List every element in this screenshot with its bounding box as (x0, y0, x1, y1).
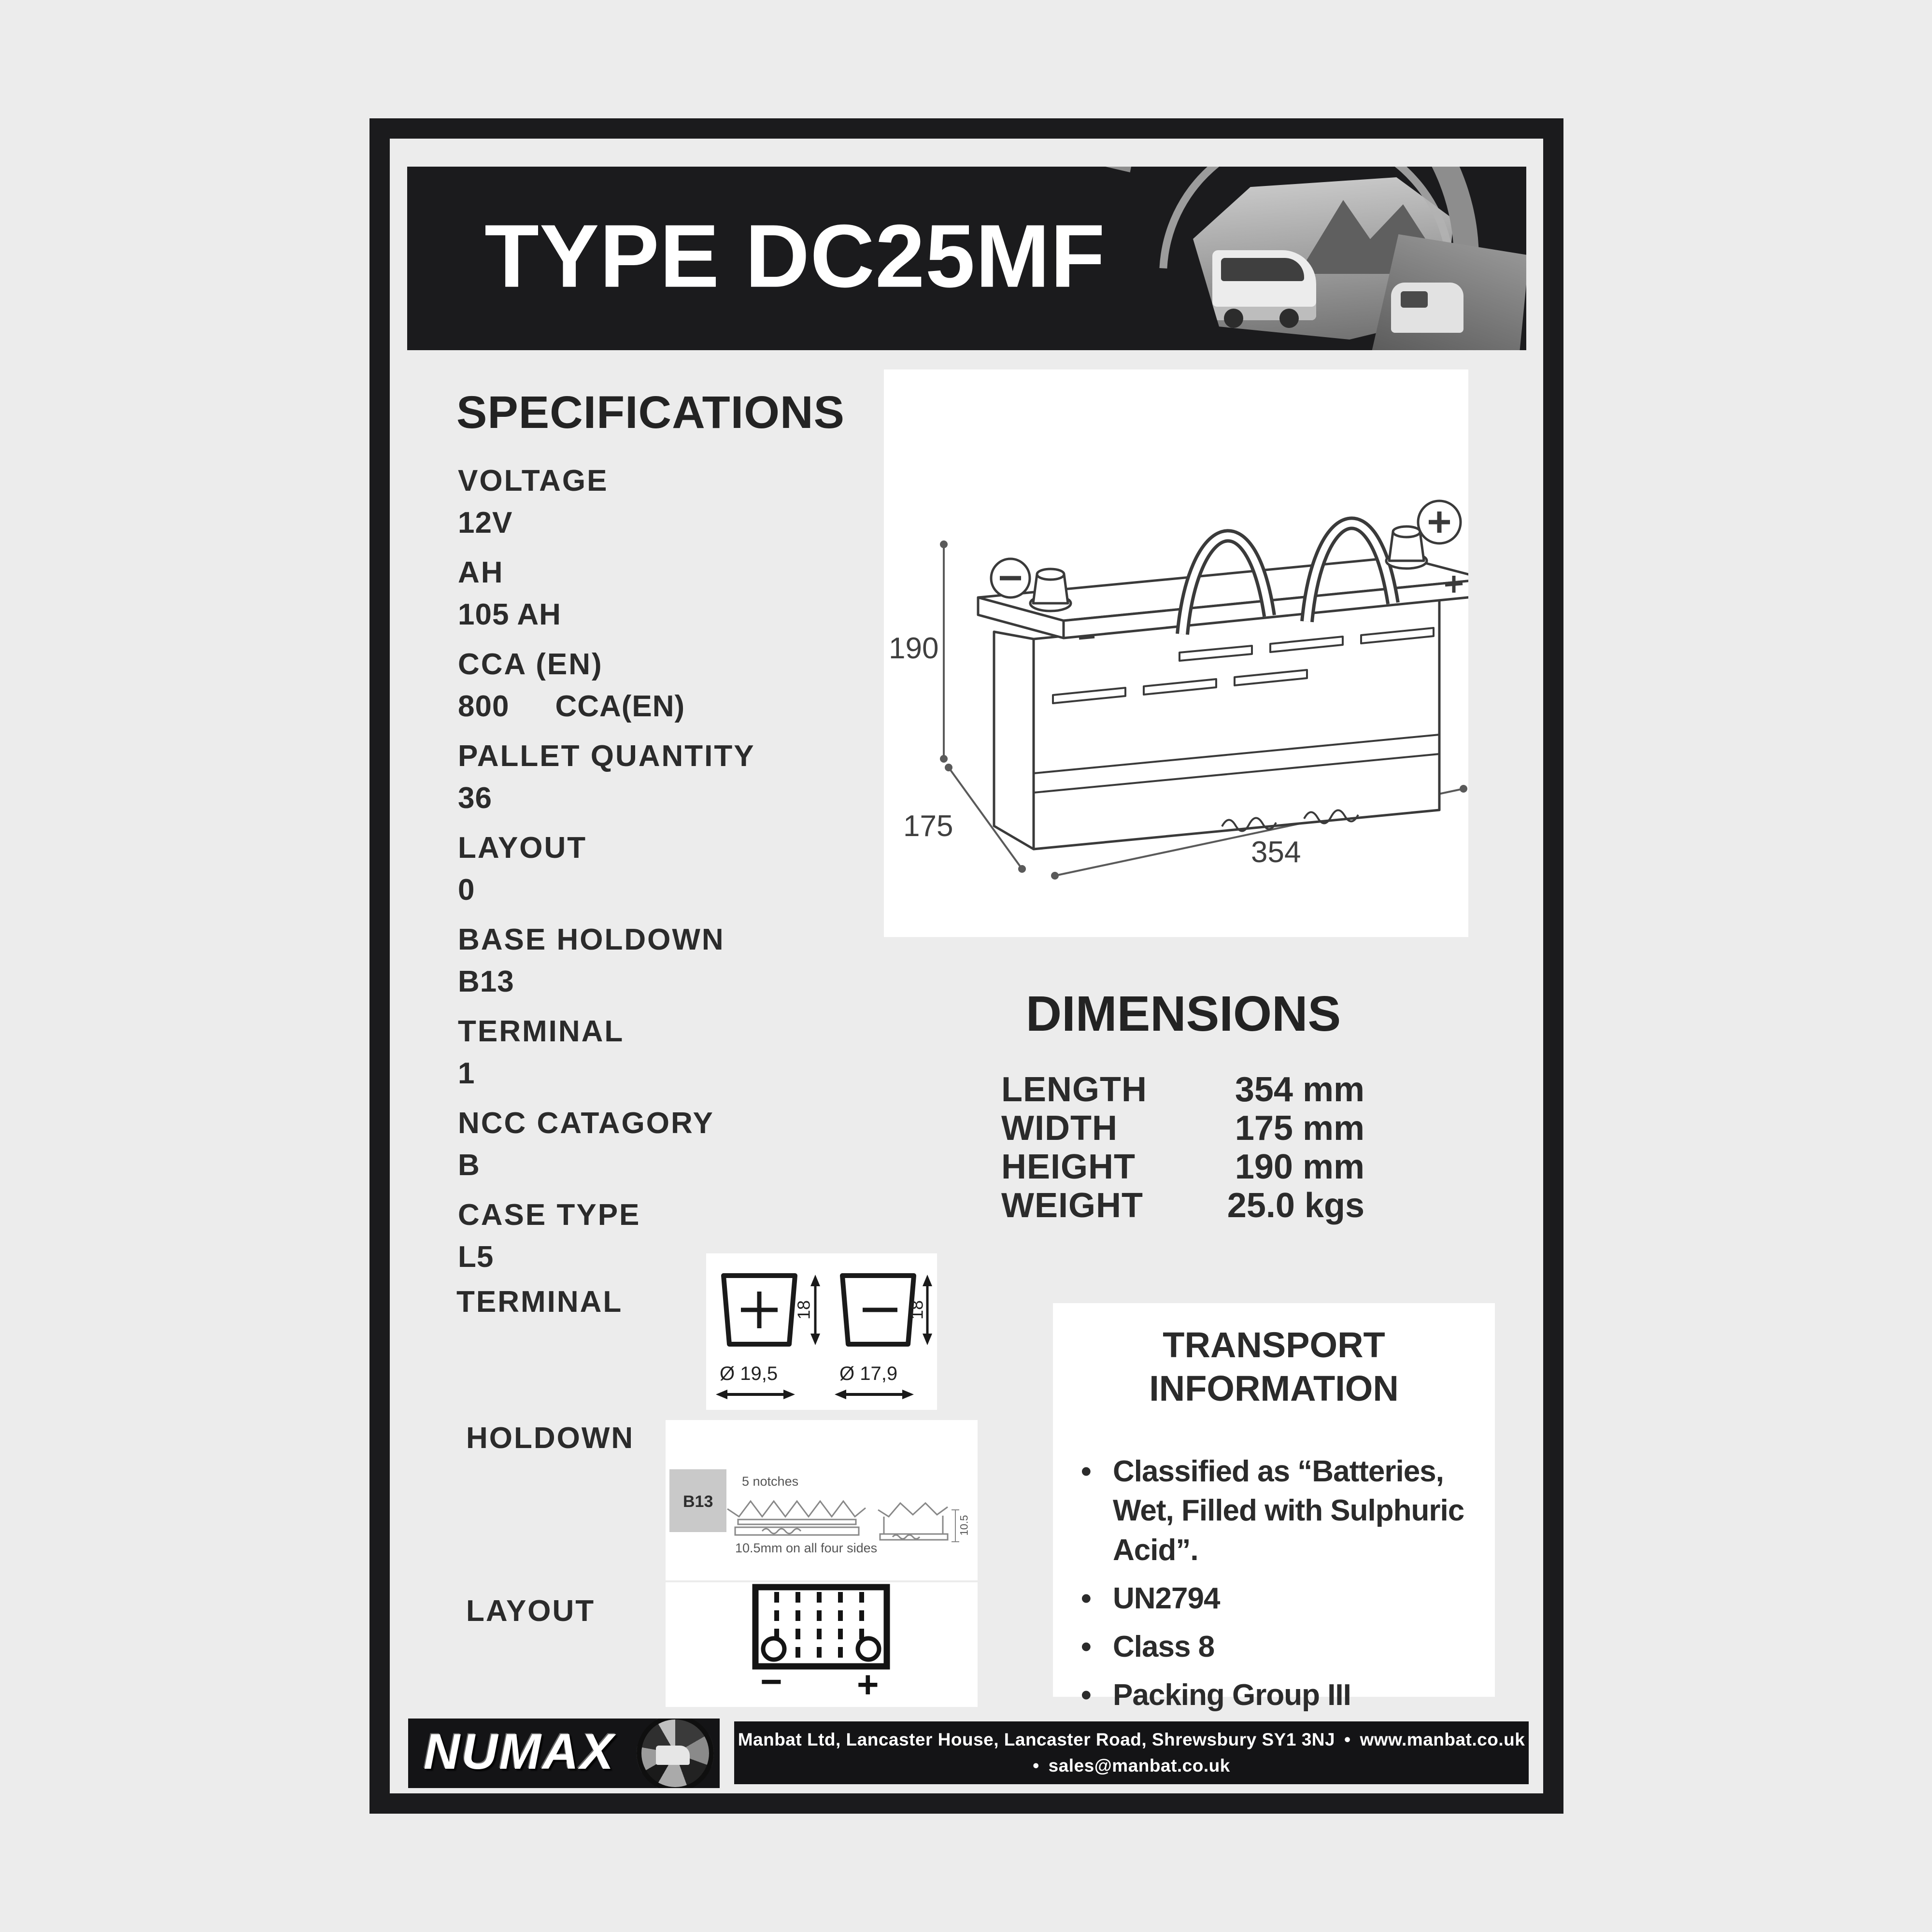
holdown-section-label: HOLDOWN (466, 1421, 635, 1455)
transport-heading-line1: TRANSPORT (1163, 1325, 1385, 1365)
spec-label: CASE TYPE (458, 1198, 641, 1232)
height-dimension-label: 190 (889, 632, 939, 665)
motorhome-photo-collage (1125, 167, 1526, 350)
plus-height-label: 18 (794, 1300, 814, 1320)
notches-label: 5 notches (742, 1474, 799, 1489)
footer-address-bar (734, 1721, 1529, 1784)
battery-line-drawing (884, 369, 1468, 937)
spec-value: 36 (458, 781, 492, 815)
transport-item-text: UN2794 (1113, 1582, 1220, 1616)
layout-diagram-panel (666, 1582, 978, 1707)
terminal-section-label: TERMINAL (456, 1285, 623, 1319)
dim-row-value: 25.0 kgs (1227, 1186, 1364, 1225)
negative-terminal-position (763, 1638, 784, 1660)
specifications-heading: SPECIFICATIONS (456, 387, 845, 438)
battery-illustration-panel (884, 369, 1468, 937)
terminal-diagram-panel (706, 1253, 937, 1410)
transport-bullet-list (1053, 1452, 1495, 1715)
spec-item-voltage (458, 464, 873, 540)
transport-item (1081, 1579, 1480, 1619)
minus-diameter-label: Ø 17,9 (839, 1363, 898, 1384)
spec-label: LAYOUT (458, 831, 587, 865)
dim-row-value: 190 mm (1235, 1148, 1364, 1186)
holdown-cross-section (727, 1501, 959, 1542)
layout-diagram (666, 1582, 978, 1707)
spec-label: CCA (EN) (458, 648, 603, 681)
address-line2: • sales@manbat.co.uk (1033, 1756, 1230, 1776)
numax-van-shape (656, 1746, 690, 1765)
holdown-code-label: B13 (683, 1492, 713, 1511)
spec-value: B (458, 1149, 480, 1182)
bullet-icon: • (1081, 1630, 1091, 1663)
spec-value: 0 (458, 873, 475, 907)
spec-value: 800 CCA(EN) (458, 690, 685, 723)
holdown-diagram (666, 1420, 978, 1580)
bullet-icon: • (1081, 1678, 1091, 1712)
spec-item-pallet-quantity (458, 739, 873, 815)
plus-diameter-label: Ø 19,5 (720, 1363, 778, 1384)
spec-value: B13 (458, 965, 514, 998)
transport-item (1081, 1452, 1480, 1570)
spec-value: L5 (458, 1240, 494, 1274)
sides-label: 10.5mm on all four sides (735, 1541, 878, 1555)
spec-label: VOLTAGE (458, 464, 609, 497)
dim-row-value: 175 mm (1235, 1109, 1364, 1148)
transport-information-panel (1053, 1303, 1495, 1712)
layout-minus-label: − (760, 1660, 782, 1703)
spec-label: AH (458, 556, 504, 589)
spec-item-terminal (458, 1014, 873, 1091)
transport-item-text: Packing Group III (1113, 1678, 1351, 1712)
layout-section-label: LAYOUT (466, 1594, 596, 1628)
caravan-shape (1391, 283, 1463, 333)
dim-row-label: LENGTH (1001, 1070, 1147, 1109)
spec-label: TERMINAL (458, 1015, 625, 1048)
minus-height-label: 18 (907, 1300, 927, 1320)
transport-item (1081, 1676, 1480, 1715)
numax-swirl-icon (637, 1719, 714, 1788)
spec-value: 1 (458, 1057, 475, 1090)
spec-item-cca (458, 647, 873, 724)
positive-terminal-position (858, 1638, 879, 1660)
dim-row-label: WIDTH (1001, 1109, 1118, 1148)
layout-plus-label: + (857, 1663, 879, 1705)
dim-row-label: HEIGHT (1001, 1148, 1136, 1186)
terminal-diagram (706, 1253, 937, 1410)
transport-item-text: Class 8 (1113, 1630, 1215, 1663)
dim-row-label: WEIGHT (1001, 1186, 1143, 1225)
spec-label: PALLET QUANTITY (458, 739, 755, 773)
transport-heading (1053, 1323, 1495, 1411)
length-dimension-label: 354 (1251, 836, 1301, 869)
transport-item (1081, 1627, 1480, 1667)
address-line1: Manbat Ltd, Lancaster House, Lancaster Road, Shrewsbury SY1 3NJ • www.manbat.co.uk (738, 1730, 1525, 1749)
header-banner (407, 167, 1526, 350)
page-title: TYPE DC25MF (484, 206, 1106, 306)
brand-logo: NUMAX (424, 1724, 615, 1780)
spec-label: BASE HOLDOWN (458, 923, 725, 956)
transport-item-text: Classified as “Batteries, Wet, Filled with Sulphuric Acid”. (1113, 1454, 1464, 1567)
numax-logo-box (408, 1719, 720, 1788)
dim-row-value: 354 mm (1235, 1070, 1364, 1109)
spec-item-base-holdown (458, 923, 873, 999)
spec-item-ncc-catagory (458, 1106, 873, 1182)
transport-heading-line2: INFORMATION (1149, 1368, 1399, 1409)
battery-body (978, 501, 1468, 849)
bullet-icon: • (1081, 1454, 1091, 1488)
spec-value: 105 AH (458, 598, 561, 631)
spec-label: NCC CATAGORY (458, 1107, 714, 1140)
width-dimension-label: 175 (903, 810, 953, 843)
bullet-icon: • (1081, 1582, 1091, 1616)
caravan-window (1401, 291, 1428, 308)
depth-label: 10.5 (958, 1515, 970, 1536)
spec-item-ah (458, 555, 873, 632)
holdown-diagram-panel (666, 1420, 978, 1580)
spec-item-layout (458, 831, 873, 907)
spec-value: 12V (458, 506, 513, 540)
dimensions-heading: DIMENSIONS (1025, 986, 1341, 1041)
